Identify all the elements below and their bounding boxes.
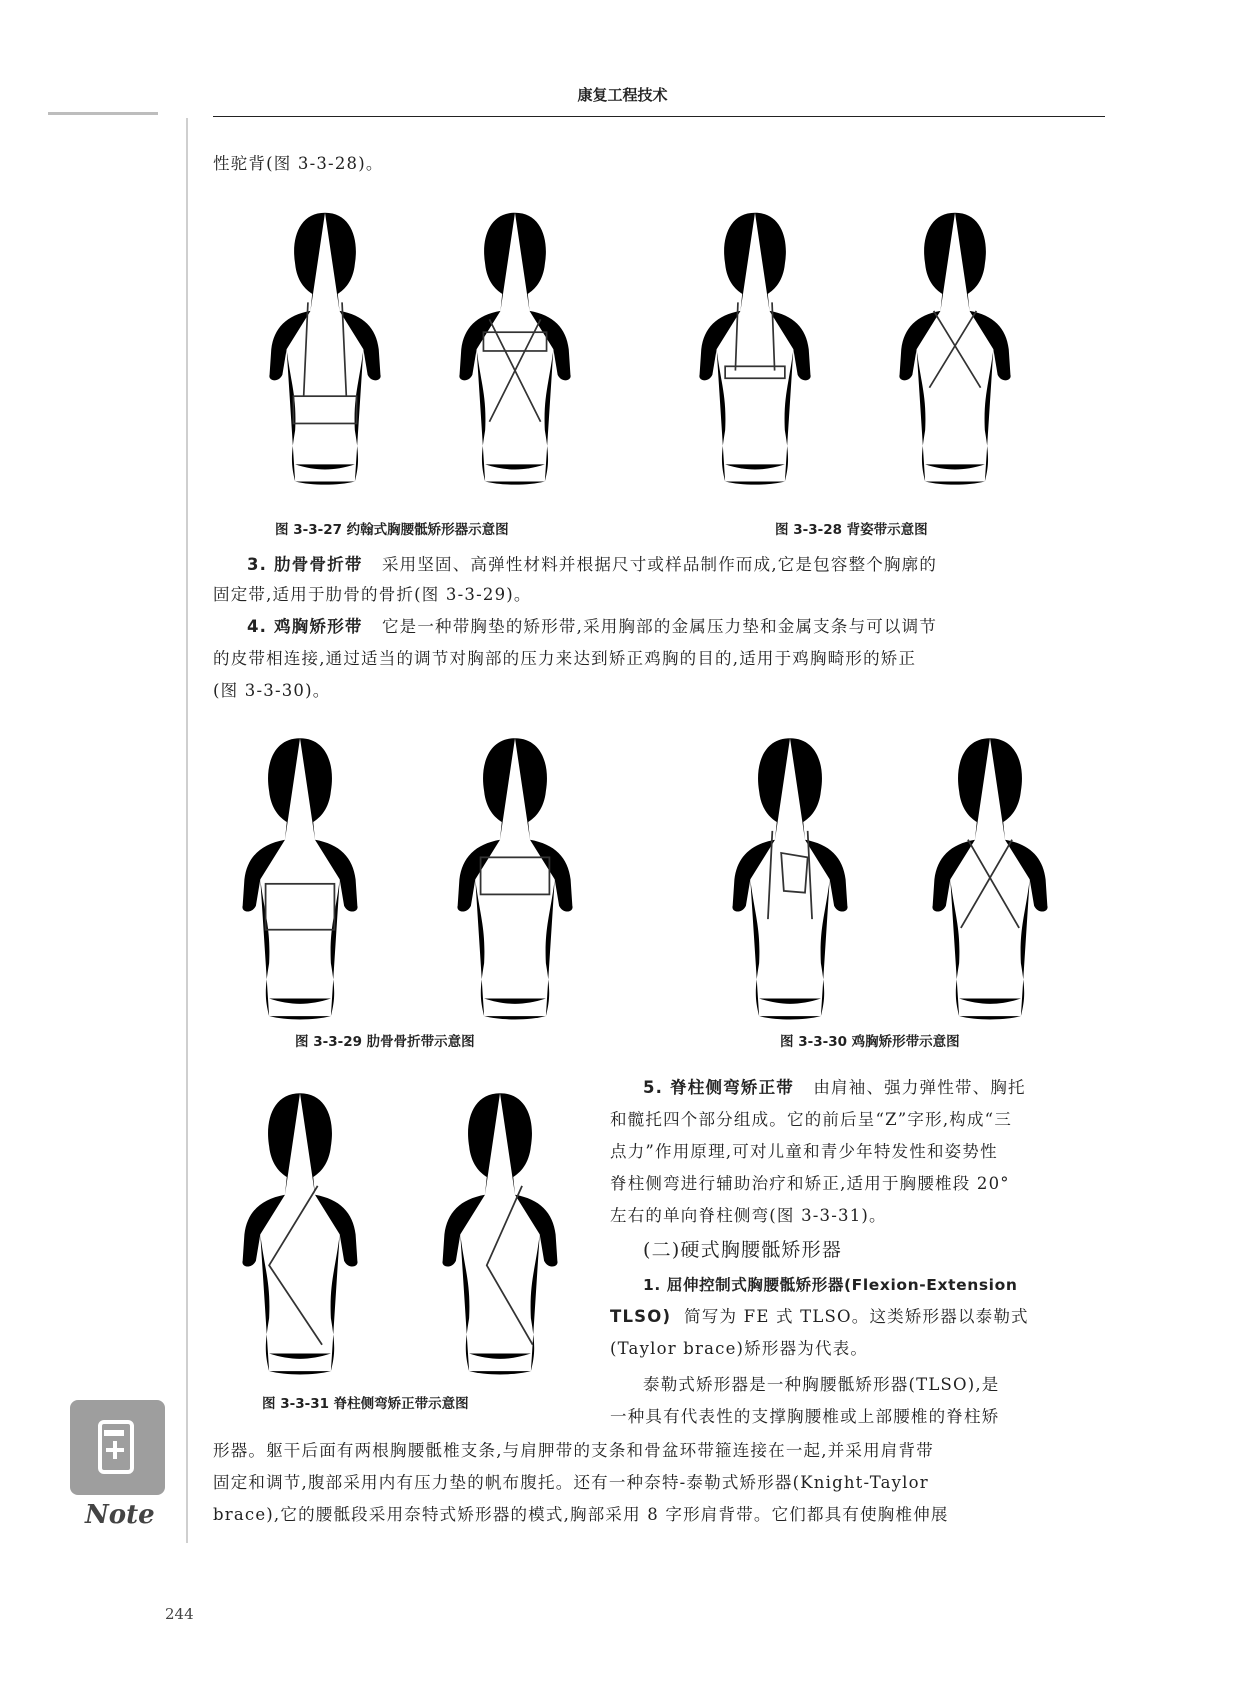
paragraph-rib-belt-title: 3. 肋骨骨折带 [247, 555, 363, 574]
figure-3-3-31-back [425, 1080, 575, 1380]
paragraph-fe-tlso-title: 1. 屈伸控制式胸腰骶矫形器(Flexion-Extension [643, 1276, 1018, 1294]
figure-3-3-29-front [225, 725, 375, 1025]
paragraph-taylor-line5: brace),它的腰骶段采用奈特式矫形器的模式,胸部采用 8 字形肩背带。它们都具有使胸椎伸展 [213, 1505, 949, 1524]
figure-3-3-30-front [715, 725, 865, 1025]
figure-3-3-28-caption: 图 3-3-28 背姿带示意图 [775, 522, 928, 538]
paragraph-rib-belt-line2: 固定带,适用于肋骨的骨折(图 3-3-29)。 [213, 585, 532, 604]
paragraph-chest-belt-line3: (图 3-3-30)。 [213, 681, 331, 700]
paragraph-fe-tlso-title2: TLSO) [610, 1307, 672, 1326]
paragraph-fe-tlso-body1: 简写为 FE 式 TLSO。这类矫形器以泰勒式 [684, 1307, 1029, 1326]
figure-3-3-27-back [440, 200, 590, 490]
paragraph-chest-belt [247, 612, 937, 642]
running-header: 康复工程技术 [577, 86, 668, 104]
paragraph-rib-belt [247, 550, 937, 580]
figure-3-3-28-front [680, 200, 830, 490]
paragraph-scoliosis-belt-line5: 左右的单向脊柱侧弯(图 3-3-31)。 [610, 1206, 887, 1225]
paragraph-taylor-line4: 固定和调节,腹部采用内有压力垫的帆布腹托。还有一种奈特-泰勒式矫形器(Knight-Taylor [213, 1473, 929, 1492]
paragraph-fe-tlso-line2 [610, 1302, 1029, 1332]
page-number: 244 [165, 1605, 194, 1623]
note-icon [70, 1400, 165, 1495]
figure-3-3-31-front [225, 1080, 375, 1380]
margin-line [186, 118, 188, 1543]
paragraph-chest-belt-body: 它是一种带胸垫的矫形带,采用胸部的金属压力垫和金属支条与可以调节 [381, 617, 938, 636]
paragraph-scoliosis-belt-body1: 由肩袖、强力弹性带、胸托 [813, 1078, 1026, 1097]
paragraph-rib-belt-body: 采用坚固、高弹性材料并根据尺寸或样品制作而成,它是包容整个胸廓的 [381, 555, 938, 574]
figure-3-3-27-front [250, 200, 400, 490]
paragraph-fe-tlso-line3: (Taylor brace)矫形器为代表。 [610, 1339, 869, 1358]
paragraph-taylor-line1: 泰勒式矫形器是一种胸腰骶矫形器(TLSO),是 [643, 1375, 1000, 1394]
figure-3-3-30-caption: 图 3-3-30 鸡胸矫形带示意图 [780, 1034, 960, 1050]
paragraph-continuation: 性驼背(图 3-3-28)。 [213, 154, 384, 173]
header-rule [213, 116, 1105, 117]
figure-3-3-29-back [440, 725, 590, 1025]
paragraph-taylor-line3: 形器。躯干后面有两根胸腰骶椎支条,与肩胛带的支条和骨盆环带箍连接在一起,并采用肩背带 [213, 1441, 934, 1460]
figure-3-3-30-back [915, 725, 1065, 1025]
paragraph-scoliosis-belt-line4: 脊柱侧弯进行辅助治疗和矫正,适用于胸腰椎段 20° [610, 1174, 1010, 1193]
paragraph-scoliosis-belt-title: 5. 脊柱侧弯矫正带 [643, 1078, 794, 1097]
figure-3-3-27-caption: 图 3-3-27 约翰式胸腰骶矫形器示意图 [275, 522, 509, 538]
paragraph-chest-belt-line2: 的皮带相连接,通过适当的调节对胸部的压力来达到矫正鸡胸的目的,适用于鸡胸畸形的矫正 [213, 649, 917, 668]
note-label: Note [85, 1500, 155, 1530]
paragraph-scoliosis-belt-line3: 点力”作用原理,可对儿童和青少年特发性和姿势性 [610, 1142, 998, 1161]
paragraph-scoliosis-belt-line2: 和髋托四个部分组成。它的前后呈“Z”字形,构成“三 [610, 1110, 1013, 1129]
figure-3-3-31-caption: 图 3-3-31 脊柱侧弯矫正带示意图 [262, 1396, 469, 1412]
paragraph-scoliosis-belt [643, 1073, 1026, 1103]
figure-3-3-28-back [880, 200, 1030, 490]
section-heading: (二)硬式胸腰骶矫形器 [643, 1239, 843, 1261]
margin-decoration [48, 112, 158, 115]
paragraph-taylor-line2: 一种具有代表性的支撑胸腰椎或上部腰椎的脊柱矫 [610, 1407, 1000, 1426]
paragraph-chest-belt-title: 4. 鸡胸矫形带 [247, 617, 363, 636]
figure-3-3-29-caption: 图 3-3-29 肋骨骨折带示意图 [295, 1034, 475, 1050]
